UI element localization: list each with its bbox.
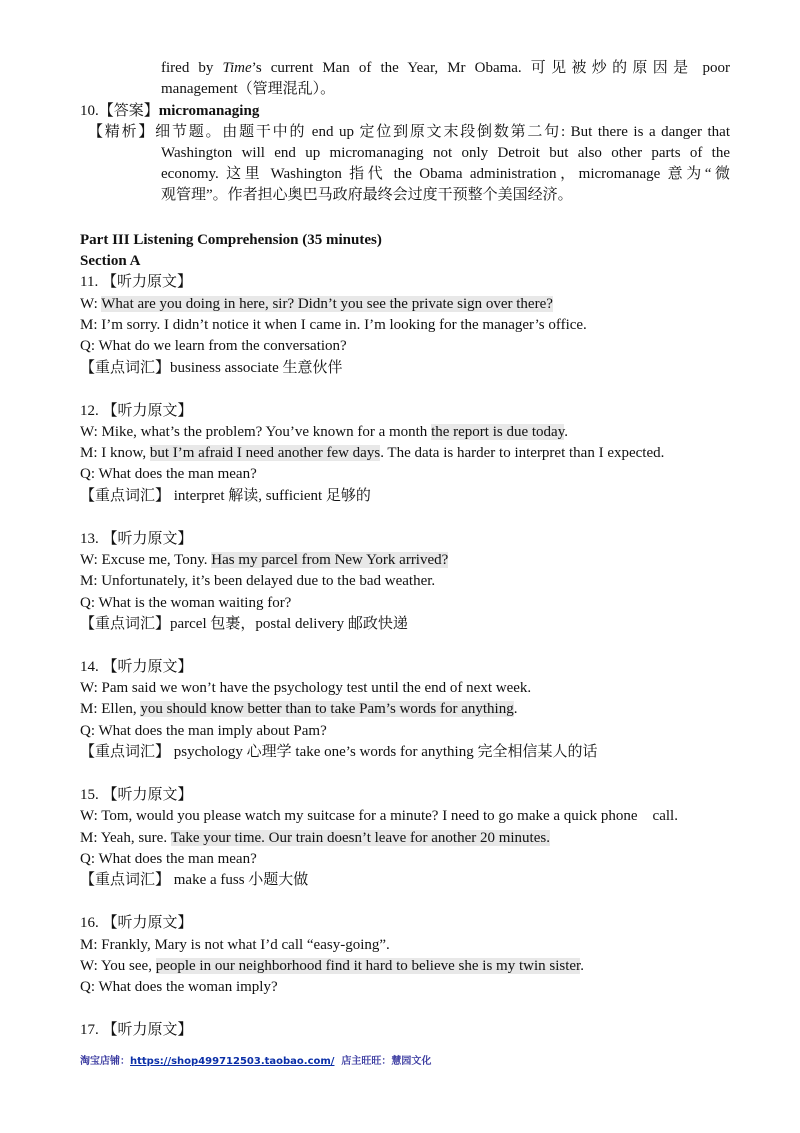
q10-analysis-line-1: 【精析】细节题。由题干中的 end up 定位到原文末段倒数第二句: But there is a danger that xyxy=(88,124,730,140)
q10-analysis-line-3: economy. 这里 Washington 指代 the Obama administration，micromanage 意为“微 xyxy=(161,166,730,182)
q9-continuation-line-2: management（管理混乱）。 xyxy=(161,81,336,97)
q10-answer-line: 10.【答案】micromanaging xyxy=(80,103,260,119)
q10-analysis-line-2: Washington will end up micromanaging not only Detroit but also other parts of the xyxy=(161,145,730,161)
q11-heading: 11. 【听力原文】 xyxy=(80,274,192,290)
part-title: Part III Listening Comprehension (35 minutes) xyxy=(80,232,382,248)
highlighted-text: Has my parcel from New York arrived? xyxy=(211,552,449,568)
q14-vocabulary: 【重点词汇】 psychology 心理学 take one’s words for anything 完全相信某人的话 xyxy=(80,744,598,760)
q16-woman-line: W: You see, people in our neighborhood find it hard to believe she is my twin sister. xyxy=(80,958,584,974)
highlighted-text: Take your time. Our train doesn’t leave for another 20 minutes. xyxy=(170,830,550,846)
highlighted-text: the report is due today xyxy=(431,424,565,440)
highlighted-text: but I’m afraid I need another few days xyxy=(149,445,381,461)
q11-woman-line: W: What are you doing in here, sir? Didn’t you see the private sign over there? xyxy=(80,296,553,312)
shop-link[interactable]: https://shop499712503.taobao.com/ xyxy=(130,1056,335,1067)
q16-heading: 16. 【听力原文】 xyxy=(80,915,193,931)
q12-heading: 12. 【听力原文】 xyxy=(80,403,193,419)
q11-vocabulary: 【重点词汇】business associate 生意伙伴 xyxy=(80,360,343,376)
q13-man-line: M: Unfortunately, it’s been delayed due to the bad weather. xyxy=(80,573,436,589)
q16-question: Q: What does the woman imply? xyxy=(80,979,278,995)
page-footer: 淘宝店铺：https://shop499712503.taobao.com/ 店主旺旺：慧园文化 xyxy=(80,1056,432,1067)
q10-answer: micromanaging xyxy=(158,103,260,119)
q12-woman-line: W: Mike, what’s the problem? You’ve known for a month the report is due today. xyxy=(80,424,568,440)
q14-woman-line: W: Pam said we won’t have the psychology test until the end of next week. xyxy=(80,680,532,696)
q14-heading: 14. 【听力原文】 xyxy=(80,659,193,675)
q14-question: Q: What does the man imply about Pam? xyxy=(80,723,327,739)
q15-question: Q: What does the man mean? xyxy=(80,851,257,867)
q13-heading: 13. 【听力原文】 xyxy=(80,531,193,547)
q16-man-line: M: Frankly, Mary is not what I’d call “easy-going”. xyxy=(80,937,390,953)
highlighted-text: What are you doing in here, sir? Didn’t you see the private sign over there? xyxy=(101,296,553,312)
highlighted-text: you should know better than to take Pam’s words for anything xyxy=(140,701,514,717)
q15-vocabulary: 【重点词汇】 make a fuss 小题大做 xyxy=(80,872,309,888)
q15-woman-line: W: Tom, would you please watch my suitcase for a minute? I need to go make a quick phone call. xyxy=(80,808,678,824)
q14-man-line: M: Ellen, you should know better than to take Pam’s words for anything. xyxy=(80,701,518,717)
q11-question: Q: What do we learn from the conversation? xyxy=(80,338,347,354)
q12-question: Q: What does the man mean? xyxy=(80,466,257,482)
q13-question: Q: What is the woman waiting for? xyxy=(80,595,292,611)
q9-continuation-line-1: fired by Time’s current Man of the Year, Mr Obama. 可见被炒的原因是 poor xyxy=(161,60,730,76)
section-title: Section A xyxy=(80,253,141,269)
highlighted-text: people in our neighborhood find it hard to believe she is my twin sister xyxy=(155,958,581,974)
q13-woman-line: W: Excuse me, Tony. Has my parcel from New York arrived? xyxy=(80,552,449,568)
q17-heading: 17. 【听力原文】 xyxy=(80,1022,193,1038)
q15-heading: 15. 【听力原文】 xyxy=(80,787,193,803)
q12-man-line: M: I know, but I’m afraid I need another few days. The data is harder to interpret than I expected. xyxy=(80,445,665,461)
q13-vocabulary: 【重点词汇】parcel 包裹，postal delivery 邮政快递 xyxy=(80,616,408,632)
q12-vocabulary: 【重点词汇】 interpret 解读, sufficient 足够的 xyxy=(80,488,371,504)
q15-man-line: M: Yeah, sure. Take your time. Our train doesn’t leave for another 20 minutes. xyxy=(80,830,550,846)
q11-man-line: M: I’m sorry. I didn’t notice it when I came in. I’m looking for the manager’s office. xyxy=(80,317,587,333)
q10-analysis-line-4: 观管理”。作者担心奥巴马政府最终会过度干预整个美国经济。 xyxy=(161,187,573,203)
